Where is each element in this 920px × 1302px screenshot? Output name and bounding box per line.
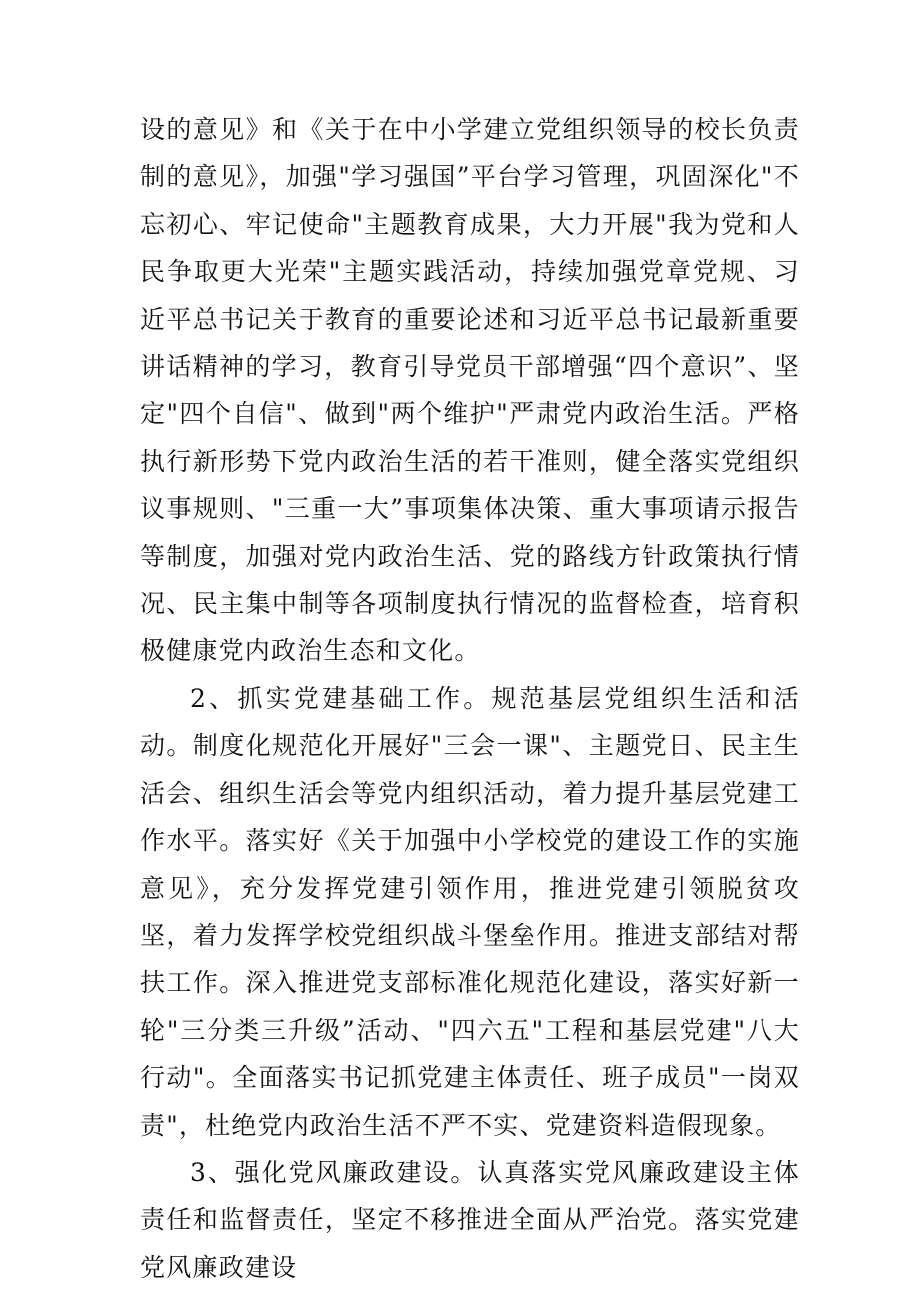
paragraph-continuation: 设的意见》和《关于在中小学建立党组织领导的校长负责制的意见》，加强"学习强国”平台学习管理，巩固深化"不忘初心、牢记使命"主题教育成果，大力开展"我为党和人民争取更大光荣"主题实践活动，持续加强党章党规、习近平总书记关于教育的重要论述和习近平总书记最新重要讲话精神的学习，教育引导党员干部增强“四个意识”、坚定"四个自信"、做到"两个维护"严肃党内政治生活。严格执行新形势下党内政治生活的若干准则，健全落实党组织议事规则、"三重一大”事项集体决策、重大事项请示报告等制度，加强对党内政治生活、党的路线方针政策执行情况、民主集中制等各项制度执行情况的监督检查，培育积极健康党内政治生态和文化。 xyxy=(140,115,800,666)
body-text xyxy=(140,106,800,1291)
paragraph-party-building-basics: 2、抓实党建基础工作。规范基层党组织生活和活动。制度化规范化开展好"三会一课"、主题党日、民主生活会、组织生活会等党内组织活动，着力提升基层党建工作水平。落实好《关于加强中小学校党的建设工作的实施意见》，充分发挥党建引领作用，推进党建引领脱贫攻坚，着力发挥学校党组织战斗堡垒作用。推进支部结对帮扶工作。深入推进党支部标准化规范化建设，落实好新一轮"三分类三升级”活动、"四六五"工程和基层党建"八大行动"。全面落实书记抓党建主体责任、班子成员"一岗双责"，杜绝党内政治生活不严不实、党建资料造假现象。 xyxy=(140,683,800,1140)
paragraph-clean-governance: 3、强化党风廉政建设。认真落实党风廉政建设主体责任和监督责任，坚定不移推进全面从严治党。落实党建党风廉政建设 xyxy=(140,1157,800,1282)
